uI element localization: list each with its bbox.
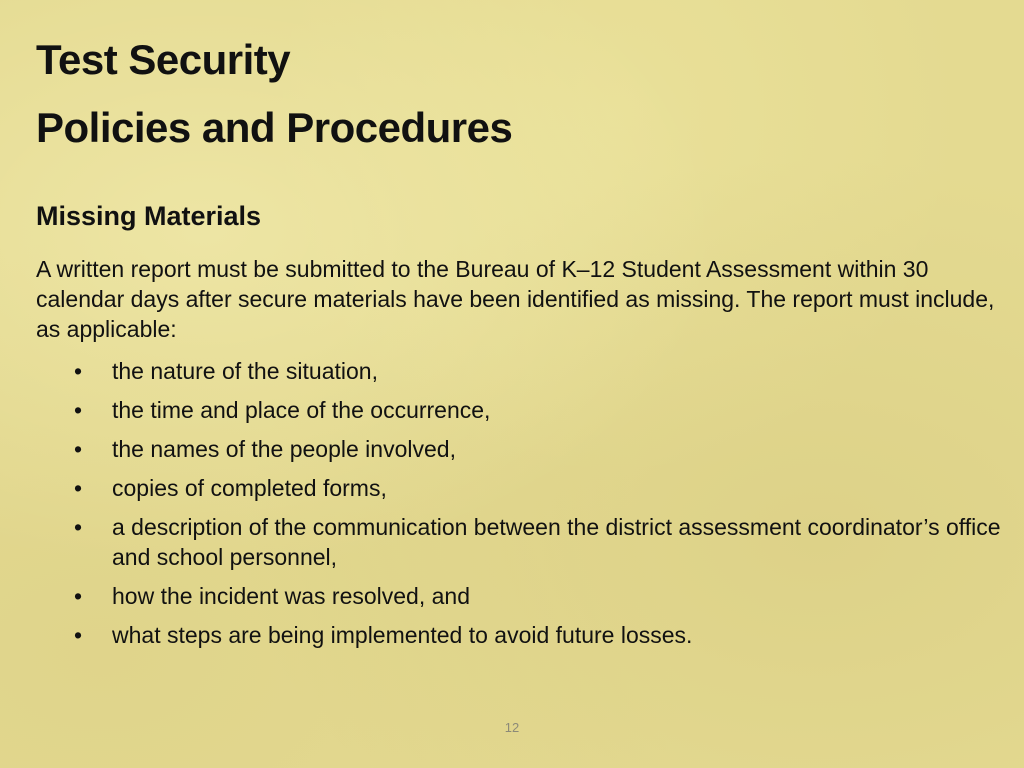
list-item — [74, 434, 1004, 464]
title-line-2: Policies and Procedures — [36, 104, 513, 151]
title-line-1: Test Security — [36, 36, 291, 83]
bullet-icon: • — [74, 622, 83, 648]
bullet-icon: • — [74, 358, 83, 384]
list-item — [74, 581, 1004, 611]
list-item-text: how the incident was resolved, and — [112, 583, 470, 609]
list-item-text: what steps are being implemented to avoid future losses. — [112, 622, 693, 648]
list-item-text: a description of the communication between the district assessment coordinator’s office and school personnel, — [112, 514, 1001, 570]
list-item-text: the names of the people involved, — [112, 436, 456, 462]
list-item-text: the nature of the situation, — [112, 358, 378, 384]
bullet-icon: • — [74, 436, 83, 462]
list-item — [74, 620, 1004, 650]
bullet-icon: • — [74, 514, 83, 540]
list-item — [74, 473, 1004, 503]
page-number: 12 — [504, 720, 520, 735]
section-heading: Missing Materials — [36, 201, 262, 231]
list-item — [74, 512, 1004, 572]
bullet-icon: • — [74, 583, 83, 609]
bullet-icon: • — [74, 475, 83, 501]
list-item-text: copies of completed forms, — [112, 475, 387, 501]
slide-title — [36, 26, 512, 162]
intro-paragraph: A written report must be submitted to the Bureau of K–12 Student Assessment within 30 calendar days after secure materials have been identified as missing. The report must include, as applicable: — [36, 256, 995, 342]
list-item — [74, 356, 1004, 386]
requirements-list — [74, 356, 1004, 659]
list-item-text: the time and place of the occurrence, — [112, 397, 491, 423]
list-item — [74, 395, 1004, 425]
bullet-icon: • — [74, 397, 83, 423]
